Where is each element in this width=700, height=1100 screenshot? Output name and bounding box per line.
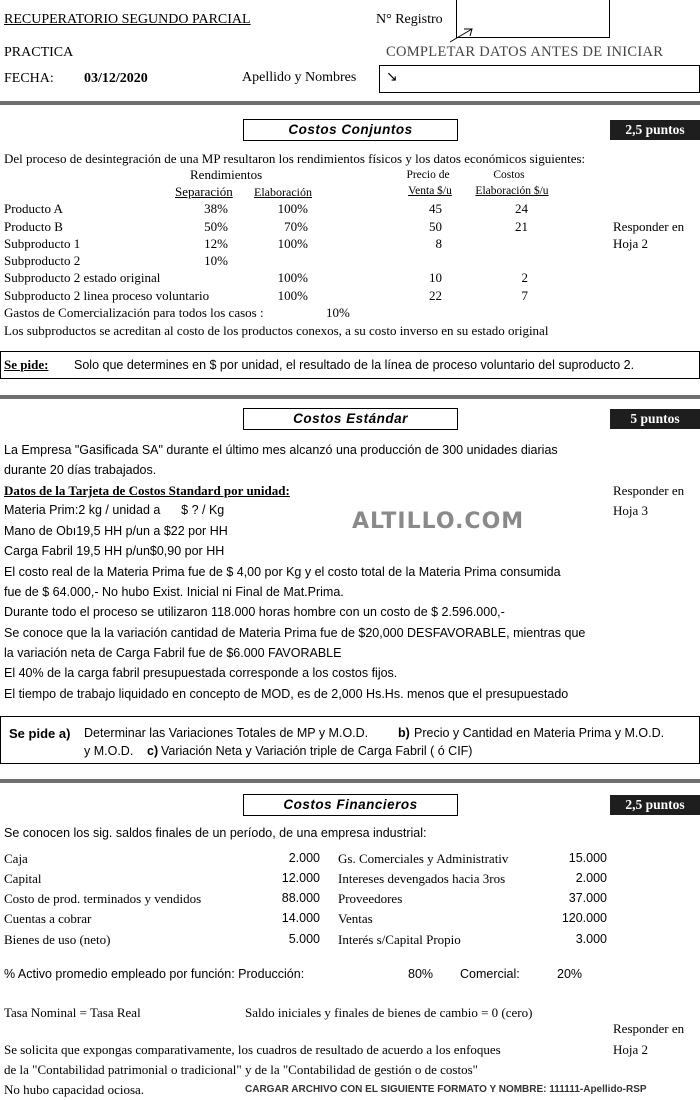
balance-value: 14.000 [281, 911, 320, 925]
header-precio: Venta $/u [408, 185, 452, 197]
row-name: Producto A [4, 201, 63, 216]
s2-paragraph: durante 20 días trabajados. [4, 463, 157, 477]
se-pide-label: Se pide: [4, 357, 49, 372]
std-carga-fabril: Carga Fabril 19,5 HH p/un$0,90 por HH [4, 544, 225, 558]
std-mano-obra: Mano de Obı19,5 HH p/un a $22 por HH [4, 524, 228, 538]
row-precio: 8 [435, 236, 442, 251]
arrow-icon [448, 26, 478, 44]
row-precio: 22 [429, 288, 442, 303]
s2-line: la variación neta de Carga Fabril fue de $6.000 FAVORABLE [4, 646, 342, 660]
row-name: Producto B [4, 219, 63, 234]
points-badge: 2,5 puntos [610, 120, 700, 140]
registro-field[interactable] [456, 0, 610, 38]
comercial-label: Comercial: [460, 967, 520, 981]
row-name: Subproducto 1 [4, 236, 81, 251]
balance-value: 88.000 [281, 891, 320, 905]
balance-value: 12.000 [281, 871, 320, 885]
balance-value: 5.000 [288, 932, 320, 946]
gastos-text: Gastos de Comercialización para todos los casos : [4, 305, 264, 320]
s2-line: El 40% de la carga fabril presupuestada corresponde a los costos fijos. [4, 666, 398, 680]
balance-label: Proveedores [338, 891, 403, 906]
section-divider [0, 395, 700, 399]
balance-value: 15.000 [568, 851, 607, 865]
section-divider [0, 101, 700, 105]
apellido-field[interactable] [379, 65, 700, 93]
se-pide-text: y M.O.D. [84, 744, 134, 758]
registro-label: N° Registro [376, 12, 443, 27]
points-badge: 5 puntos [610, 409, 700, 429]
comercial-pct: 20% [557, 967, 583, 981]
se-pide-c: c) [147, 744, 159, 758]
s2-line: Se conoce que la la variación cantidad de Materia Prima fue de $20,000 DESFAVORABLE, mientras que [4, 626, 586, 640]
gastos-value: 10% [326, 305, 350, 320]
produccion-pct: 80% [408, 967, 434, 981]
row-elaboracion: 100% [277, 270, 308, 285]
responder-note: Responder en [613, 483, 685, 498]
intro-text: Del proceso de desintegración de una MP resultaron los rendimientos físicos y los datos económicos siguientes: [4, 151, 586, 166]
balance-label: Caja [4, 851, 28, 866]
cargar-instruction: CARGAR ARCHIVO CON EL SIGUIENTE FORMATO Y NOMBRE: 111111-Apellido-RSP [245, 1084, 647, 1095]
row-elaboracion: 70% [284, 219, 308, 234]
s2-line: El costo real de la Materia Prima fue de $ 4,00 por Kg y el costo total de la Materia Prima consumida [4, 565, 561, 579]
row-separacion: 10% [204, 253, 228, 268]
balance-value: 3.000 [575, 932, 607, 946]
row-name: Subproducto 2 linea proceso voluntario [4, 288, 210, 303]
balance-label: Bienes de uso (neto) [4, 932, 111, 947]
row-separacion: 12% [204, 236, 228, 251]
row-name: Subproducto 2 estado original [4, 270, 161, 285]
responder-note: Hoja 3 [613, 503, 649, 518]
header-separacion: Separación [175, 184, 233, 199]
header-elaboracion: Elaboración [254, 185, 312, 199]
balance-value: 2.000 [575, 871, 607, 885]
fecha-value: 03/12/2020 [84, 71, 148, 86]
responder-note: Hoja 2 [613, 236, 649, 251]
s2-line: fue de $ 64.000,- No hubo Exist. Inicial ni Final de Mat.Prima. [4, 585, 344, 599]
se-pide-box [0, 351, 700, 379]
responder-note: Responder en [613, 219, 685, 234]
row-elaboracion: 100% [277, 288, 308, 303]
balance-value: 120.000 [561, 911, 607, 925]
points-badge: 2,5 puntos [610, 795, 700, 815]
header-costos: Elaboración $/u [475, 185, 549, 197]
section-title-financieros: Costos Financieros [243, 794, 458, 816]
solicita-text: de la "Contabilidad patrimonial o tradicional" y de la "Contabilidad de gestión o de costos" [4, 1062, 478, 1077]
row-elaboracion: 100% [277, 236, 308, 251]
apellido-label: Apellido y Nombres [242, 70, 357, 85]
balance-label: Costo de prod. terminados y vendidos [4, 891, 202, 906]
s2-paragraph: La Empresa "Gasificada SA" durante el último mes alcanzó una producción de 300 unidades diarias [4, 443, 558, 457]
balance-label: Cuentas a cobrar [4, 911, 92, 926]
watermark: ALTILLO.COM [352, 509, 525, 534]
balance-label: Interés s/Capital Propio [338, 932, 461, 947]
se-pide-text: Determinar las Variaciones Totales de MP y M.O.D. [84, 726, 369, 740]
responder-note: Hoja 2 [613, 1042, 649, 1057]
row-costo: 24 [515, 201, 528, 216]
practica-label: PRACTICA [4, 45, 74, 60]
responder-note: Responder en [613, 1021, 685, 1036]
row-precio: 45 [429, 201, 442, 216]
datos-heading: Datos de la Tarjeta de Costos Standard por unidad: [4, 483, 290, 498]
balance-label: Ventas [338, 911, 373, 926]
balance-label: Intereses devengados hacia 3ros [338, 871, 506, 886]
balance-label: Gs. Comerciales y Administrativ [338, 851, 509, 866]
row-elaboracion: 100% [277, 201, 308, 216]
solicita-text: Se solicita que expongas comparativamente, los cuadros de resultado de acuerdo a los enfoques [4, 1042, 501, 1057]
arrow-icon: ↘ [386, 70, 398, 85]
tasa-text: Tasa Nominal = Tasa Real [4, 1005, 141, 1020]
balance-label: Capital [4, 871, 42, 886]
exam-title: RECUPERATORIO SEGUNDO PARCIAL [4, 12, 251, 27]
fecha-label: FECHA: [4, 71, 54, 86]
row-precio: 50 [429, 219, 442, 234]
se-pide-text: Variación Neta y Variación triple de Carga Fabril ( ó CIF) [161, 744, 473, 758]
row-separacion: 38% [204, 201, 228, 216]
section-title-estandar: Costos Estándar [243, 408, 458, 430]
s3-intro: Se conocen los sig. saldos finales de un período, de una empresa industrial: [4, 826, 427, 840]
ociosa-text: No hubo capacidad ociosa. [4, 1082, 145, 1097]
completar-notice: COMPLETAR DATOS ANTES DE INICIAR [386, 44, 664, 60]
row-precio: 10 [429, 270, 442, 285]
saldo-text: Saldo iniciales y finales de bienes de cambio = 0 (cero) [245, 1005, 533, 1020]
std-materia-prima: Materia Prim:2 kg / unidad a $ ? / Kg [4, 503, 225, 517]
row-separacion: 50% [204, 219, 228, 234]
row-name: Subproducto 2 [4, 253, 81, 268]
se-pide-text: Solo que determines en $ por unidad, el resultado de la línea de proceso voluntario del suproducto 2. [74, 358, 635, 372]
s2-line: Durante todo el proceso se utilizaron 118.000 horas hombre con un costo de $ 2.596.000,- [4, 605, 505, 619]
header-precio: Precio de [406, 169, 450, 181]
se-pide-box [0, 716, 700, 764]
subproductos-text: Los subproductos se acreditan al costo de los productos conexos, a su costo inverso en su estado original [4, 323, 549, 338]
s2-line: El tiempo de trabajo liquidado en concepto de MOD, es de 2,000 Hs.Hs. menos que el presupuestado [4, 687, 569, 701]
row-costo: 7 [521, 288, 528, 303]
balance-value: 37.000 [568, 891, 607, 905]
row-costo: 2 [521, 270, 528, 285]
se-pide-b: b) [398, 726, 410, 740]
header-costos: Costos [493, 169, 525, 181]
balance-value: 2.000 [288, 851, 320, 865]
se-pide-text: Precio y Cantidad en Materia Prima y M.O.D. [414, 726, 665, 740]
se-pide-label: Se pide a) [9, 726, 71, 741]
section-divider [0, 779, 700, 783]
row-costo: 21 [515, 219, 528, 234]
header-rendimientos: Rendimientos [190, 167, 263, 182]
section-title-conjuntos: Costos Conjuntos [243, 119, 458, 141]
activo-text: % Activo promedio empleado por función: Producción: [4, 967, 305, 981]
